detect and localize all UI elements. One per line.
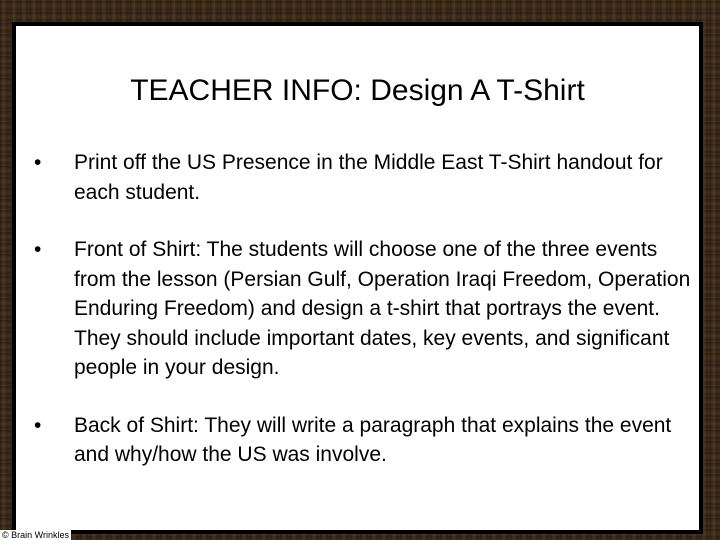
copyright-label: © Brain Wrinkles: [2, 530, 69, 540]
bullet-item: [34, 235, 704, 383]
bullet-text: Back of Shirt: They will write a paragraph that explains the event and why/how the US was involve.: [74, 413, 672, 466]
bullet-dot-icon: •: [34, 238, 42, 261]
bullet-list: [34, 148, 704, 498]
bullet-dot-icon: •: [34, 151, 42, 174]
bullet-item: [34, 148, 704, 207]
slide-panel: [12, 22, 703, 534]
bullet-text: Print off the US Presence in the Middle East T-Shirt handout for each student.: [74, 151, 663, 204]
bullet-text: Front of Shirt: The students will choose one of the three events from the lesson (Persian Gulf, Operation Iraqi Freedom, Operation Enduring Freedom) and design a t-shirt that portrays the event. They should include important dates, key events, and significant people in your design.: [74, 238, 691, 379]
bullet-dot-icon: •: [34, 413, 42, 437]
slide-title: TEACHER INFO: Design A T-Shirt: [130, 74, 585, 107]
bullet-item: [34, 411, 704, 470]
